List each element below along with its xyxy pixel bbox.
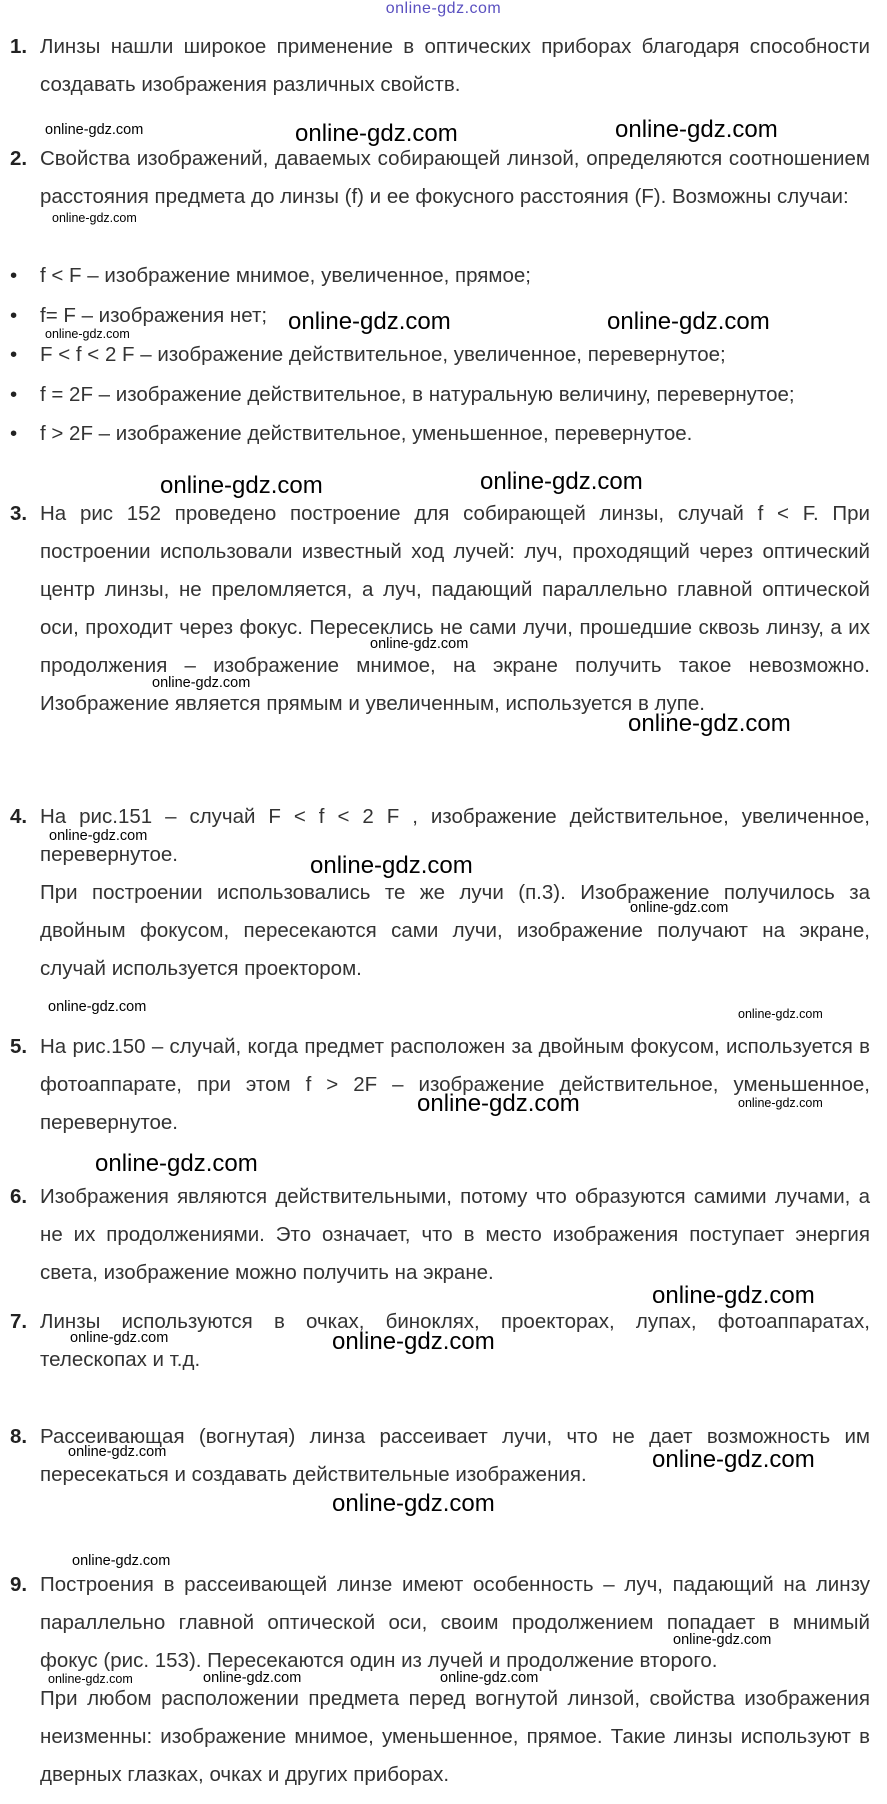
- item-paragraph: Свойства изображений, даваемых собирающей линзой, определяются соотношением расстояния предмета до линзы (f) и ее фокусного расстояния (F). Возможны случаи:: [40, 147, 870, 208]
- watermark: online-gdz.com: [288, 308, 451, 335]
- item-paragraph: Построения в рассеивающей линзе имеют особенность – луч, падающий на линзу параллельно главной оптической оси, своим продолжением попадает в мнимый фокус (рис. 153). Пересекаются один из лучей и продолжение второго.: [40, 1573, 870, 1672]
- list-item-6: [10, 1178, 870, 1292]
- item-number: 4.: [10, 805, 28, 828]
- item-paragraph: Рассеивающая (вогнутая) линза рассеивает лучи, что не дает возможность им пересекаться и создавать действительные изображения.: [40, 1425, 870, 1486]
- watermark: online-gdz.com: [440, 1670, 539, 1686]
- watermark: online-gdz.com: [738, 1007, 823, 1021]
- watermark: online-gdz.com: [673, 1632, 772, 1648]
- watermark: online-gdz.com: [45, 122, 144, 138]
- watermark: online-gdz.com: [72, 1553, 171, 1569]
- list-item-4: [10, 798, 870, 988]
- watermark: online-gdz.com: [152, 675, 251, 691]
- watermark: online-gdz.com: [480, 468, 643, 495]
- watermark: online-gdz.com: [160, 472, 323, 499]
- case-item-5: • f > 2F – изображение действительное, уменьшенное, перевернутое.: [10, 414, 870, 454]
- watermark: online-gdz.com: [52, 211, 137, 225]
- item-paragraph: На рис 152 проведено построение для собирающей линзы, случай f < F. При построении использовали известный ход лучей: луч, проходящий через оптический центр линзы, не преломляется, а луч, падающий параллельно главной оптической оси, проходит через фокус. Пересеклись не сами лучи, прошедшие сквозь линзу, а их продолжения – изображение мнимое, на экране получить такое невозможно. Изображение является прямым и увеличенным, используется в лупе.: [40, 502, 870, 715]
- watermark: online-gdz.com: [652, 1282, 815, 1309]
- watermark: online-gdz.com: [49, 828, 148, 844]
- item-paragraph: Линзы используются в очках, биноклях, проекторах, лупах, фотоаппаратах, телескопах и т.д.: [40, 1310, 870, 1371]
- item-paragraph: Изображения являются действительными, потому что образуются самими лучами, а не их продолжениями. Это означает, что в место изображения поступает энергия света, изображение можно получить на экране.: [40, 1185, 870, 1284]
- watermark: online-gdz.com: [628, 710, 791, 737]
- watermark: online-gdz.com: [310, 852, 473, 879]
- watermark: online-gdz.com: [738, 1096, 823, 1110]
- item-number: 9.: [10, 1573, 28, 1596]
- item-number: 3.: [10, 502, 28, 525]
- list-item-2: [10, 140, 870, 216]
- list-item-5: [10, 1028, 870, 1142]
- case-item-3: • F < f < 2 F – изображение действительное, увеличенное, перевернутое;: [10, 335, 870, 375]
- item-number: 7.: [10, 1310, 28, 1333]
- watermark: online-gdz.com: [95, 1150, 258, 1177]
- list-item-1: [10, 28, 870, 104]
- watermark: online-gdz.com: [652, 1446, 815, 1473]
- watermark: online-gdz.com: [70, 1330, 169, 1346]
- case-item-2: • f= F – изображения нет;: [10, 296, 870, 336]
- watermark: online-gdz.com: [68, 1444, 167, 1460]
- watermark: online-gdz.com: [607, 308, 770, 335]
- watermark: online-gdz.com: [48, 1672, 133, 1686]
- item-paragraph: При любом расположении предмета перед вогнутой линзой, свойства изображения неизменны: изображение мнимое, уменьшенное, прямое. Такие линзы используют в дверных глазках, очках и других приборах.: [40, 1687, 870, 1786]
- item-number: 8.: [10, 1425, 28, 1448]
- case-item-4: • f = 2F – изображение действительное, в натуральную величину, перевернутое;: [10, 375, 870, 415]
- item-paragraph: На рис.151 – случай F < f < 2 F , изображение действительное, увеличенное, перевернутое.: [40, 805, 870, 866]
- list-item-3: [10, 495, 870, 723]
- watermark: online-gdz.com: [48, 999, 147, 1015]
- watermark: online-gdz.com: [332, 1490, 495, 1517]
- item-paragraph: Линзы нашли широкое применение в оптических приборах благодаря способности создавать изображения различных свойств.: [40, 35, 870, 96]
- watermark: online-gdz.com: [203, 1670, 302, 1686]
- item-paragraph: На рис.150 – случай, когда предмет расположен за двойным фокусом, используется в фотоаппарате, при этом f > 2F – изображение действительное, уменьшенное, перевернутое.: [40, 1035, 870, 1134]
- watermark: online-gdz.com: [417, 1090, 580, 1117]
- watermark: online-gdz.com: [370, 636, 469, 652]
- watermark: online-gdz.com: [630, 900, 729, 916]
- watermark: online-gdz.com: [295, 120, 458, 147]
- item-paragraph: При построении использовались те же лучи (п.3). Изображение получилось за двойным фокусом, пересекаются сами лучи, изображение получают на экране, случай используется проектором.: [40, 881, 870, 980]
- item-number: 5.: [10, 1035, 28, 1058]
- item-number: 1.: [10, 35, 28, 58]
- watermark: online-gdz.com: [332, 1328, 495, 1355]
- cases-list: [10, 256, 870, 454]
- watermark: online-gdz.com: [615, 116, 778, 143]
- watermark: online-gdz.com: [45, 327, 130, 341]
- item-number: 6.: [10, 1185, 28, 1208]
- site-header: online-gdz.com: [385, 0, 502, 17]
- case-item-1: • f < F – изображение мнимое, увеличенное, прямое;: [10, 256, 870, 296]
- item-number: 2.: [10, 147, 28, 170]
